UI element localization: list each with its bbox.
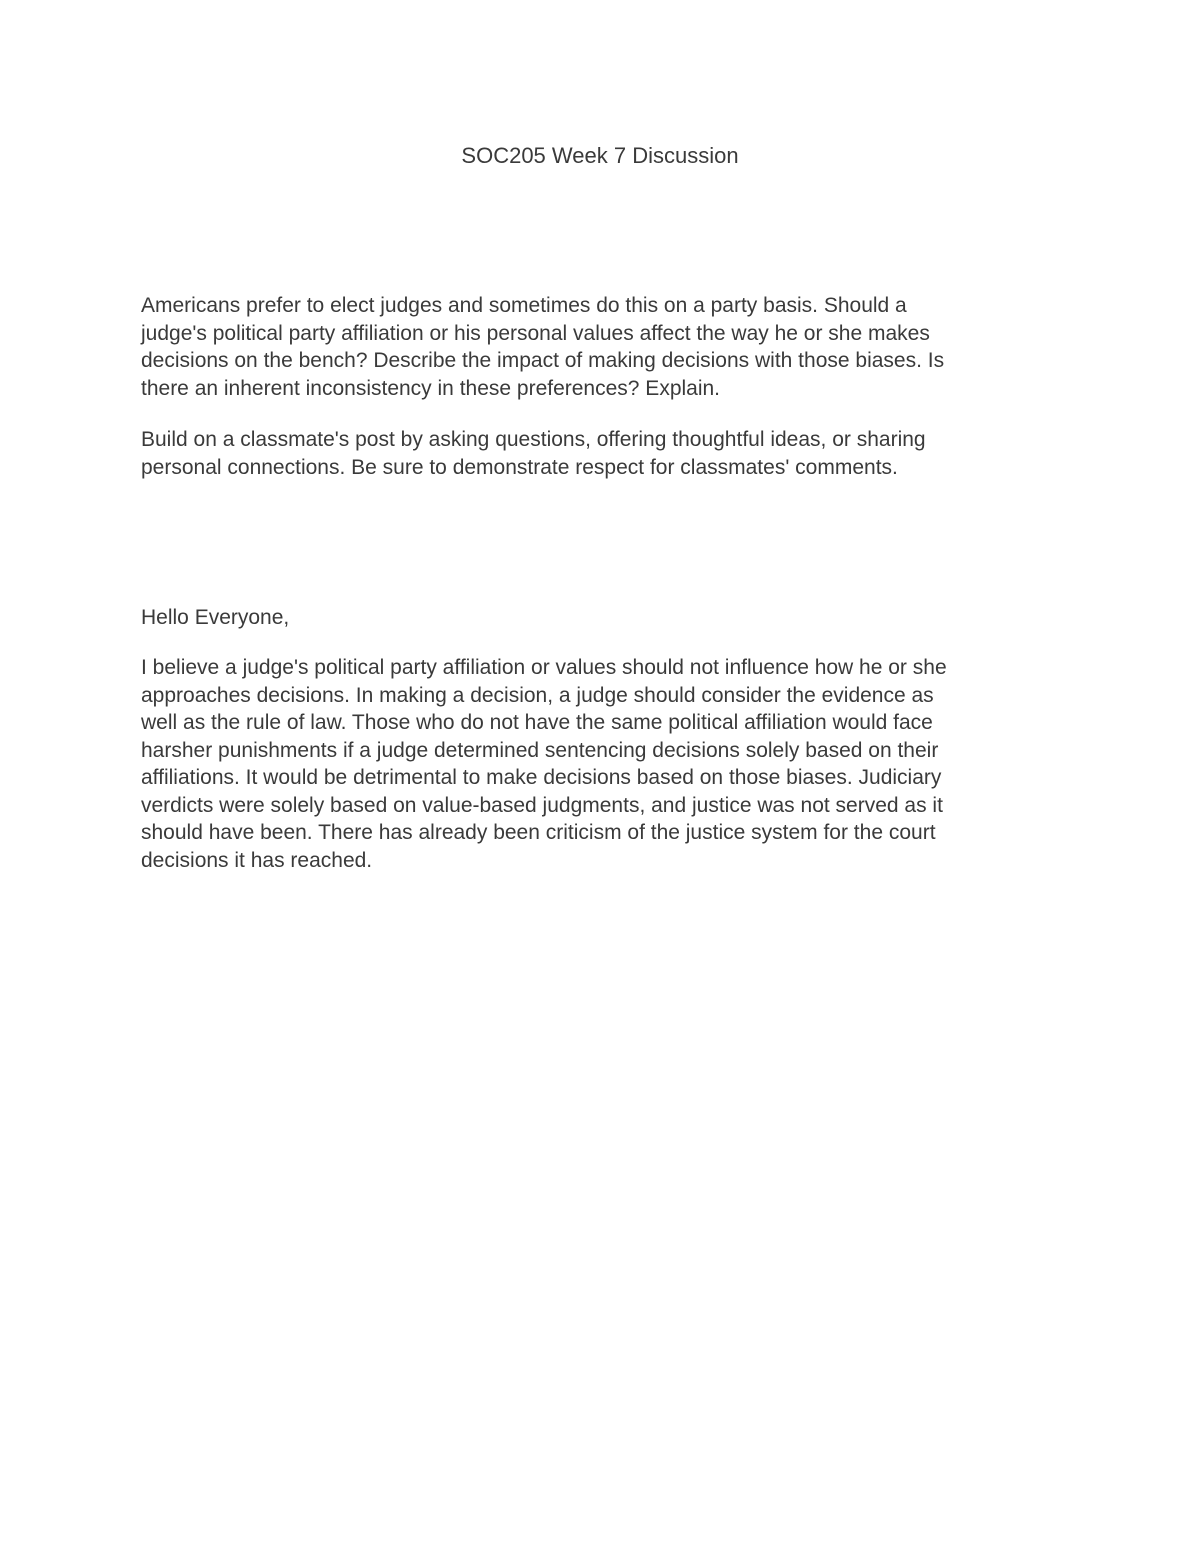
response-paragraph-line: well as the rule of law. Those who do not have the same political affiliation would face	[141, 711, 933, 734]
prompt-paragraph-1	[141, 292, 1061, 402]
response-paragraph-line: affiliations. It would be detrimental to make decisions based on those biases. Judiciary	[141, 766, 942, 789]
response-paragraph-line: should have been. There has already been criticism of the justice system for the court	[141, 821, 936, 844]
greeting: Hello Everyone,	[141, 606, 290, 629]
prompt-paragraph-1-line: there an inherent inconsistency in these preferences? Explain.	[141, 376, 721, 400]
prompt-paragraph-1-line: Americans prefer to elect judges and sometimes do this on a party basis. Should a	[141, 294, 907, 317]
response-paragraph-line: harsher punishments if a judge determined sentencing decisions solely based on their	[141, 738, 939, 762]
document-title: SOC205 Week 7 Discussion	[461, 143, 739, 168]
response-paragraph-line: decisions it has reached.	[141, 848, 373, 872]
prompt-paragraph-2-line: Build on a classmate's post by asking questions, offering thoughtful ideas, or sharing	[141, 428, 926, 451]
prompt-paragraph-2	[141, 426, 1061, 481]
prompt-paragraph-1-line: decisions on the bench? Describe the impact of making decisions with those biases. Is	[141, 349, 945, 372]
prompt-paragraph-1-line: judge's political party affiliation or his personal values affect the way he or she makes	[141, 321, 930, 345]
prompt-paragraph-2-line: personal connections. Be sure to demonstrate respect for classmates' comments.	[141, 455, 898, 479]
response-paragraph-line: I believe a judge's political party affiliation or values should not influence how he or she	[141, 656, 947, 679]
response-paragraph-line: verdicts were solely based on value-based judgments, and justice was not served as it	[141, 793, 943, 817]
response-paragraph-line: approaches decisions. In making a decision, a judge should consider the evidence as	[141, 683, 934, 707]
response-paragraph	[141, 654, 1061, 874]
